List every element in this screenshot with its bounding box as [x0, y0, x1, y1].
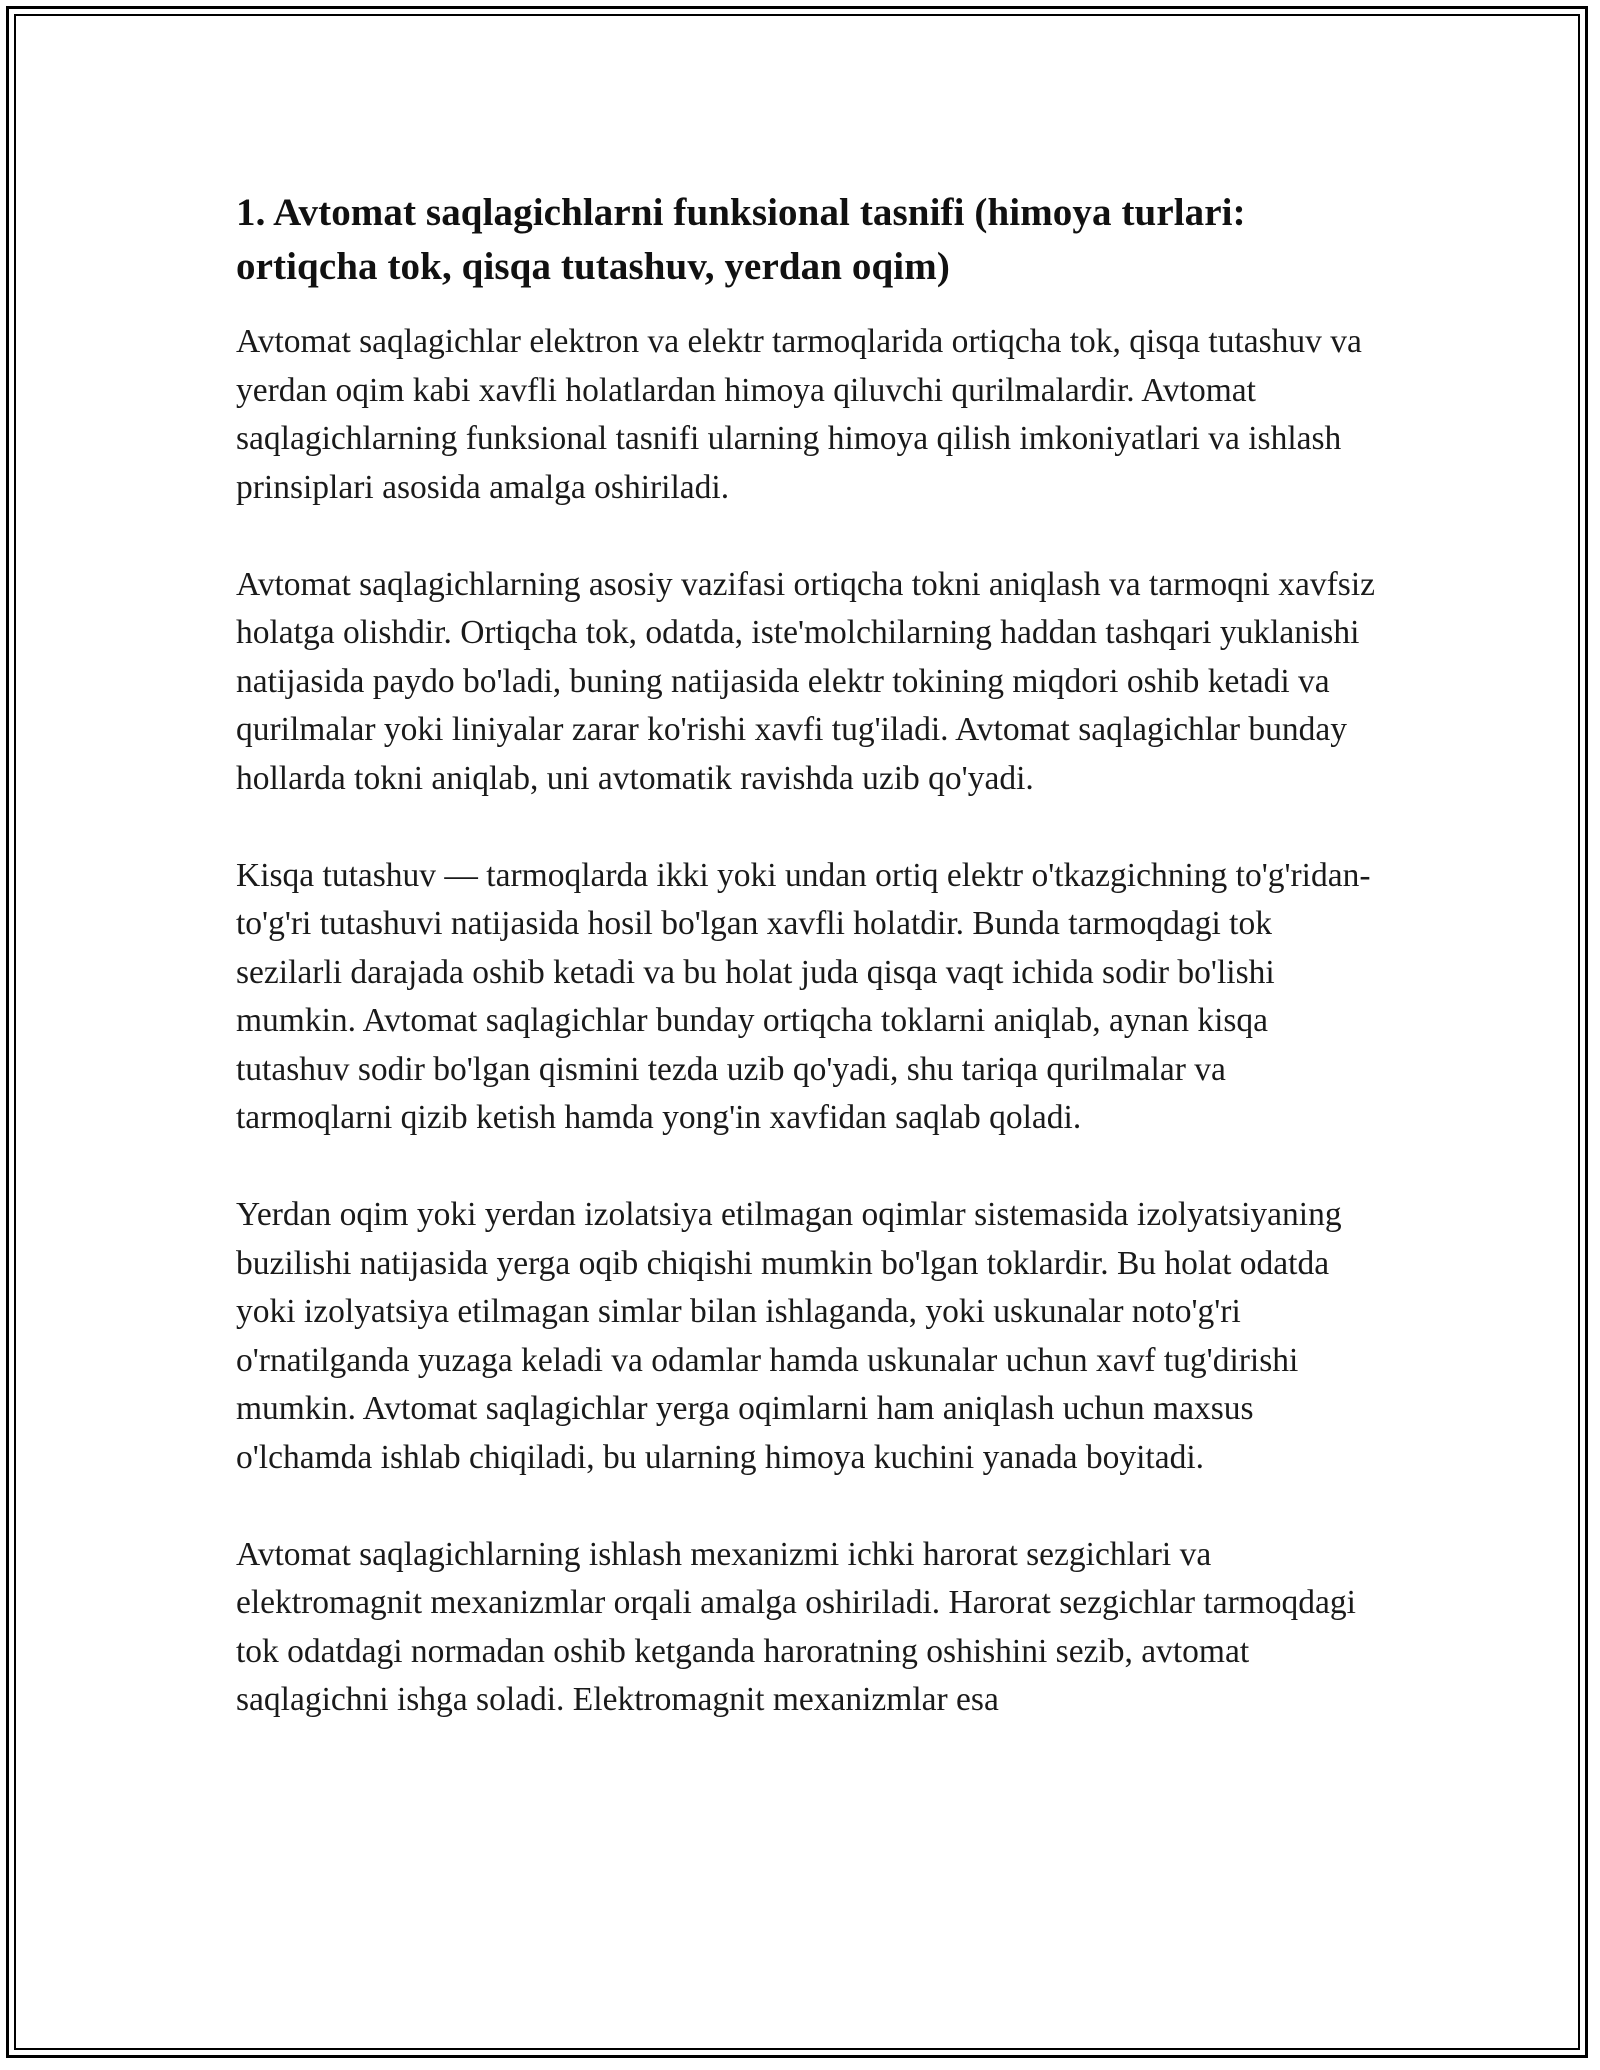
section-heading: 1. Avtomat saqlagichlarni funksional tasnifi (himoya turlari: ortiqcha tok, qisqa tutashuv, yerdan oqim): [236, 191, 1246, 288]
paragraph-overcurrent: Avtomat saqlagichlarning asosiy vazifasi ortiqcha tokni aniqlash va tarmoqni xavfsiz holatga olishdir. Ortiqcha tok, odatda, iste'molchilarning haddan tashqari yuklanishi natijasida paydo bo'ladi, buning natijasida elektr tokining miqdori oshib ketadi va qurilmalar yoki liniyalar zarar ko'rishi xavfi tug'iladi. Avtomat saqlagichlar bunday hollarda tokni aniqlab, uni avtomatik ravishda uzib qo'yadi.: [236, 565, 1375, 797]
document-body: [236, 186, 1376, 1725]
paragraph-mechanism: Avtomat saqlagichlarning ishlash mexanizmi ichki harorat sezgichlari va elektromagnit mexanizmlar orqali amalga oshiriladi. Harorat sezgichlar tarmoqdagi tok odatdagi normadan oshib ketganda haroratning oshishini sezib, avtomat saqlagichni ishga soladi. Elektromagnit mexanizmlar esa: [236, 1535, 1356, 1718]
paragraph-intro: Avtomat saqlagichlar elektron va elektr tarmoqlarida ortiqcha tok, qisqa tutashuv va yerdan oqim kabi xavfli holatlardan himoya qiluvchi qurilmalardir. Avtomat saqlagichlarning funksional tasnifi ularning himoya qilish imkoniyatlari va ishlash prinsiplari asosida amalga oshiriladi.: [236, 323, 1362, 506]
paragraph-short-circuit: Kisqa tutashuv — tarmoqlarda ikki yoki undan ortiq elektr o'tkazgichning to'g'ridan-to'g'ri tutashuvi natijasida hosil bo'lgan xavfli holatdir. Bunda tarmoqdagi tok sezilarli darajada oshib ketadi va bu holat juda qisqa vaqt ichida sodir bo'lishi mumkin. Avtomat saqlagichlar bunday ortiqcha toklarni aniqlab, aynan kisqa tutashuv sodir bo'lgan qismini tezda uzib qo'yadi, shu tariqa qurilmalar va tarmoqlarni qizib ketish hamda yong'in xavfidan saqlab qoladi.: [236, 856, 1371, 1136]
paragraph-earth-leakage: Yerdan oqim yoki yerdan izolatsiya etilmagan oqimlar sistemasida izolyatsiyaning buzilishi natijasida yerga oqib chiqishi mumkin bo'lgan toklardir. Bu holat odatda yoki izolyatsiya etilmagan simlar bilan ishlaganda, yoki uskunalar noto'g'ri o'rnatilganda yuzaga keladi va odamlar hamda uskunalar uchun xavf tug'dirishi mumkin. Avtomat saqlagichlar yerga oqimlarni ham aniqlash uchun maxsus o'lchamda ishlab chiqiladi, bu ularning himoya kuchini yanada boyitadi.: [236, 1196, 1342, 1476]
